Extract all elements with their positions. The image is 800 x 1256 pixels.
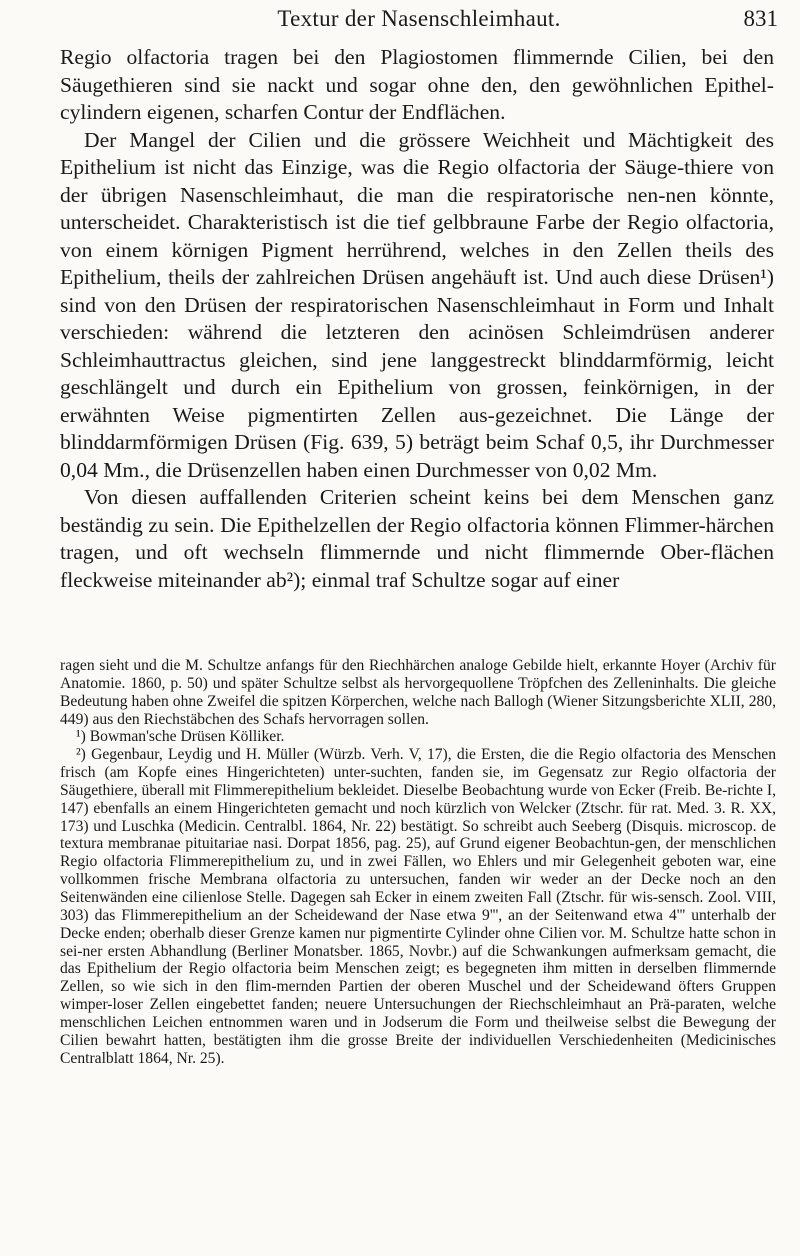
running-head: Textur der Nasenschleimhaut. (277, 6, 561, 31)
footnote-1: ¹) Bowman'sche Drüsen Kölliker. (76, 728, 285, 746)
footnotes (60, 657, 776, 1067)
page-header (60, 6, 778, 40)
footnote-continuation: ragen sieht und die M. Schultze anfangs für den Riechhärchen analoge Gebilde hielt, erkannte Hoyer (Archiv für Anatomie. 1860, p. 50) und später Schultze selbst als hervorgequollene Tröpfchen des Zelleninhalts. Die gleiche Bedeutung haben ohne Zweifel die spitzen Körperchen, welche nach Ballogh (Wiener Sitzungsberichte XLII, 280, 449) aus den Riechstäbchen des Schafs hervorragen sollen. (60, 657, 776, 728)
body-paragraph: Regio olfactoria tragen bei den Plagiostomen flimmernde Cilien, bei den Säugethieren sind sie nackt und sogar ohne den, den gewöhnlichen Epithel-cylindern eigenen, scharfen Contur der Endflächen. (60, 45, 774, 124)
page-number: 831 (743, 6, 778, 31)
body-paragraph: Von diesen auffallenden Criterien scheint keins bei dem Menschen ganz beständig zu sein. Die Epithelzellen der Regio olfactoria können Flimmer-härchen tragen, und oft wechseln flimmernde und nicht flimmernde Ober-flächen fleckweise miteinander ab²); einmal traf Schultze sogar auf einer (60, 485, 774, 592)
footnote-2: ²) Gegenbaur, Leydig und H. Müller (Würzb. Verh. V, 17), die Ersten, die die Regio olfactoria des Menschen frisch (am Kopfe eines Hingerichteten) unter-suchten, fanden sie, im Gegensatz zur Regio olfactoria der Säugethiere, überall mit Flimmerepithelium bekleidet. Dieselbe Beobachtung wurde von Ecker (Freib. Be-richte I, 147) ebenfalls an einem Hingerichteten gemacht und noch kürzlich von Welcker (Ztschr. für rat. Med. 3. R. XX, 173) und Luschka (Medicin. Centralbl. 1864, Nr. 22) bestätigt. So schreibt auch Seeberg (Disquis. microscop. de textura membranae pituitariae nasi. Dorpat 1856, pag. 25), auf Grund eigener Beobachtun-gen, der menschlichen Regio olfactoria Flimmerepithelium zu, und in zwei Fällen, wo Ehlers und mir Gelegenheit geboten war, eine vollkommen frische Membrana olfactoria zu untersuchen, fanden wir weder an der Decke noch an den Seitenwänden eine cilienlose Stelle. Dagegen sah Ecker in einem zweiten Fall (Ztschr. für wis-sensch. Zool. VIII, 303) das Flimmerepithelium an der Scheidewand der Nase etwa 9''', an der Seitenwand etwa 4''' unterhalb der Decke enden; oberhalb dieser Grenze kamen nur pigmentirte Cylinder ohne Cilien vor. M. Schultze hatte schon in sei-ner ersten Abhandlung (Berliner Monatsber. 1865, Novbr.) auf die Schwankungen aufmerksam gemacht, die das Epithelium der Regio olfactoria beim Menschen zeigt; es begegneten ihm mitten in derselben flimmernde Zellen, so wie sich in den flim-mernden Partien der oberen Muschel und der Scheidewand öfters Gruppen wimper-loser Zellen eingebettet fanden; neuere Untersuchungen der Riechschleimhaut an Prä-paraten, welche menschlichen Leichen entnommen waren und in Jodserum die Form und theilweise selbst die Bewegung der Cilien bewahrt hatten, bestätigten ihm die grosse Breite der individuellen Verschiedenheiten (Medicinisches Centralblatt 1864, Nr. 25). (60, 746, 776, 1067)
body-text (60, 44, 774, 594)
body-paragraph: Der Mangel der Cilien und die grössere Weichheit und Mächtigkeit des Epithelium ist nicht das Einzige, was die Regio olfactoria der Säuge-thiere von der übrigen Nasenschleimhaut, die man die respiratorische nen-nen könnte, unterscheidet. Charakteristisch ist die tief gelbbraune Farbe der Regio olfactoria, von einem körnigen Pigment herrührend, welches in den Zellen theils des Epithelium, theils der zahlreichen Drüsen angehäuft ist. Und auch diese Drüsen¹) sind von den Drüsen der respiratorischen Nasenschleimhaut in Form und Inhalt verschieden: während die letzteren den acinösen Schleimdrüsen anderer Schleimhauttractus gleichen, sind jene langgestreckt blinddarmförmig, leicht geschlängelt und durch ein Epithelium von grossen, feinkörnigen, in der erwähnten Weise pigmentirten Zellen aus-gezeichnet. Die Länge der blinddarmförmigen Drüsen (Fig. 639, 5) beträgt beim Schaf 0,5, ihr Durchmesser 0,04 Mm., die Drüsenzellen haben einen Durchmesser von 0,02 Mm. (60, 127, 774, 482)
